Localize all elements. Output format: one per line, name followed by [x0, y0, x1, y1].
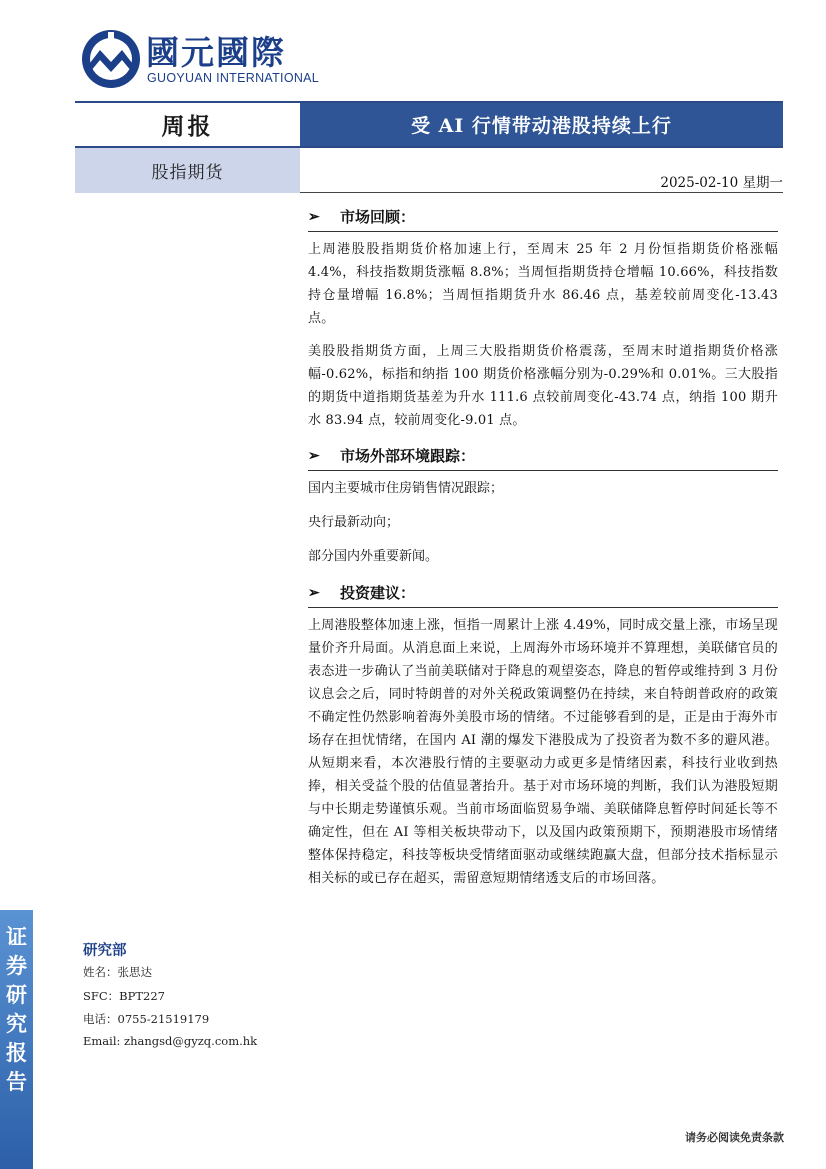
section-heading-text: 投资建议： — [340, 584, 416, 602]
report-date: 2025-02-10 星期一 — [660, 175, 783, 191]
company-logo-icon — [80, 28, 142, 90]
report-title: 受 AI 行情带动港股持续上行 — [300, 103, 783, 146]
side-label-char: 报 — [6, 1040, 27, 1065]
side-label-char: 券 — [6, 953, 27, 978]
section-rule — [308, 470, 778, 471]
analyst-sfc: SFC：BPT227 — [83, 989, 165, 1003]
section-rule — [308, 607, 778, 608]
side-label-char: 告 — [6, 1069, 27, 1094]
section-heading-text: 市场回顾： — [340, 208, 416, 226]
section-heading-external — [308, 442, 778, 470]
external-item: 央行最新动向； — [308, 515, 400, 530]
side-label — [0, 922, 33, 1096]
review-paragraph: 上周港股股指期货价格加速上行，至周末 25 年 2 月份恒指期货价格涨幅 4.4%，科技指数期货涨幅 8.8%；当周恒指期货持仓增幅 10.66%，科技指数持仓量增幅 16.8%；当周恒指期货升水 86.46 点，基差较前周变化-13.43 点。 — [308, 242, 778, 326]
arrow-bullet-icon: ➢ — [308, 209, 320, 225]
date-underline — [300, 192, 783, 193]
section-rule — [308, 231, 778, 232]
side-label-char: 证 — [6, 924, 27, 949]
analyst-phone: 电话：0755-21519179 — [83, 1012, 210, 1026]
arrow-bullet-icon: ➢ — [308, 448, 320, 464]
disclaimer-note: 请务必阅读免责条款 — [685, 1131, 784, 1144]
report-type-label: 周报 — [75, 103, 300, 146]
analyst-name: 姓名：张思达 — [83, 965, 152, 979]
external-item: 部分国内外重要新闻。 — [308, 549, 439, 564]
analyst-email: Email: zhangsd@gyzq.com.hk — [83, 1034, 258, 1048]
section-heading-advice — [308, 579, 778, 607]
logo-chinese-name: 國元國際 — [146, 33, 286, 72]
side-label-char: 究 — [6, 1011, 27, 1036]
advice-paragraph: 上周港股整体加速上涨，恒指一周累计上涨 4.49%，同时成交量上涨，市场呈现量价齐升局面。从消息面上来说，上周海外市场环境并不算理想，美联储官员的表态进一步确认了当前美联储对于降息的观望姿态，降息的暂停或维持到 3 月份议息会之后，同时特朗普的对外关税政策调整仍在持续，来自特朗普政府的政策不确定性仍然影响着海外美股市场的情绪。不过能够看到的是，正是由于海外市场存在担忧情绪，在国内 AI 潮的爆发下港股成为了投资者为数不多的避风港。从短期来看，本次港股行情的主要驱动力或更多是情绪因素，科技行业收到热捧，相关受益个股的估值显著抬升。基于对市场环境的判断，我们认为港股短期与中长期走势谨慎乐观。当前市场面临贸易争端、美联储降息暂停时间延长等不确定性，但在 AI 等相关板块带动下，以及国内政策预期下，预期港股市场情绪整体保持稳定，科技等板块受情绪面驱动或继续跑赢大盘，但部分技术指标显示相关标的或已存在超买，需留意短期情绪透支后的市场回落。 — [308, 618, 778, 886]
logo-english-name: GUOYUAN INTERNATIONAL — [147, 71, 320, 85]
arrow-bullet-icon: ➢ — [308, 585, 320, 601]
report-body — [308, 203, 778, 900]
section-heading-text: 市场外部环境跟踪： — [340, 447, 476, 465]
side-label-char: 研 — [6, 982, 27, 1007]
review-paragraph: 美股股指期货方面，上周三大股指期货价格震荡，至周末时道指期货价格涨幅-0.62%，标指和纳指 100 期货价格涨幅分别为-0.29%和 0.01%。三大股指的期货中道指期货基差为升水 111.6 点较前周变化-43.74 点，纳指 100 期升水 83.94 点，较前周变化-9.01 点。 — [308, 344, 778, 428]
dept-title: 研究部 — [83, 942, 127, 959]
section-heading-review — [308, 203, 778, 231]
report-category: 股指期货 — [75, 148, 300, 193]
external-item: 国内主要城市住房销售情况跟踪； — [308, 481, 504, 496]
